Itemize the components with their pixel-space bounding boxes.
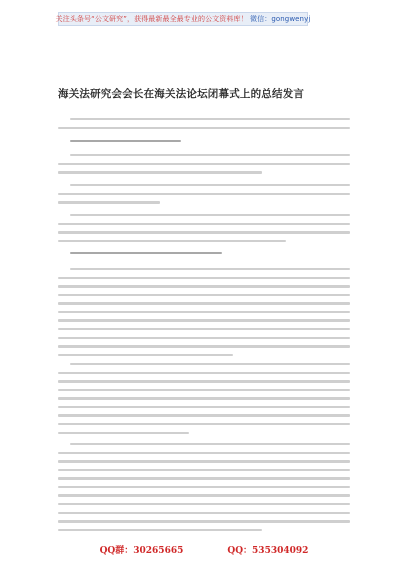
- text-line: [70, 118, 350, 120]
- paragraph: [58, 184, 350, 210]
- text-line: [58, 494, 350, 496]
- text-line: [70, 363, 350, 365]
- document-title: 海关法研究会会长在海关法论坛闭幕式上的总结发言: [58, 88, 305, 100]
- text-line: [58, 406, 350, 408]
- text-line: [58, 469, 350, 471]
- text-line: [70, 443, 350, 445]
- text-line: [58, 337, 350, 339]
- text-line: [58, 163, 350, 165]
- text-line: [58, 520, 350, 522]
- text-line: [58, 503, 350, 505]
- paragraph: [58, 214, 350, 248]
- text-line: [58, 193, 350, 195]
- text-line: [58, 380, 350, 382]
- text-line: [58, 486, 350, 488]
- document-body: [58, 118, 350, 538]
- paragraph: [58, 443, 350, 537]
- promo-banner-message: 关注头条号“公文研究”，获得最新最全最专业的公文资料库！: [55, 15, 248, 23]
- text-line: [58, 231, 350, 233]
- text-line: [58, 460, 350, 462]
- text-line: [58, 432, 189, 434]
- text-line: [58, 285, 350, 287]
- text-line: [58, 477, 350, 479]
- text-line: [58, 452, 350, 454]
- text-line: [58, 311, 350, 313]
- text-line: [58, 328, 350, 330]
- text-line: [58, 302, 350, 304]
- text-line: [58, 512, 350, 514]
- text-line: [58, 389, 350, 391]
- text-line: [70, 268, 350, 270]
- text-line: [70, 184, 350, 186]
- promo-banner[interactable]: [55, 12, 311, 26]
- text-line: [58, 201, 160, 203]
- text-line: [58, 319, 350, 321]
- footer-qq-group: QQ群：30265665: [99, 545, 184, 556]
- text-line: [58, 294, 350, 296]
- text-line: [58, 240, 286, 242]
- text-line: [58, 171, 262, 173]
- text-line: [58, 223, 350, 225]
- text-line: [70, 140, 181, 142]
- promo-banner-wechat: 微信：gongwenyj: [250, 15, 311, 23]
- paragraph: [58, 154, 350, 180]
- paragraph: [58, 140, 350, 149]
- footer-qq: QQ：535304092: [227, 545, 309, 556]
- paragraph: [58, 268, 350, 362]
- text-line: [70, 154, 350, 156]
- paragraph: [58, 252, 350, 261]
- text-line: [70, 252, 222, 254]
- text-line: [58, 277, 350, 279]
- paragraph: [58, 363, 350, 440]
- text-line: [58, 354, 233, 356]
- text-line: [58, 127, 350, 129]
- paragraph: [58, 118, 350, 135]
- text-line: [58, 345, 350, 347]
- promo-banner-text: [56, 14, 311, 24]
- text-line: [70, 214, 350, 216]
- text-line: [58, 414, 350, 416]
- page-footer: [0, 542, 408, 556]
- text-line: [58, 397, 350, 399]
- text-line: [58, 423, 350, 425]
- text-line: [58, 372, 350, 374]
- text-line: [58, 529, 262, 531]
